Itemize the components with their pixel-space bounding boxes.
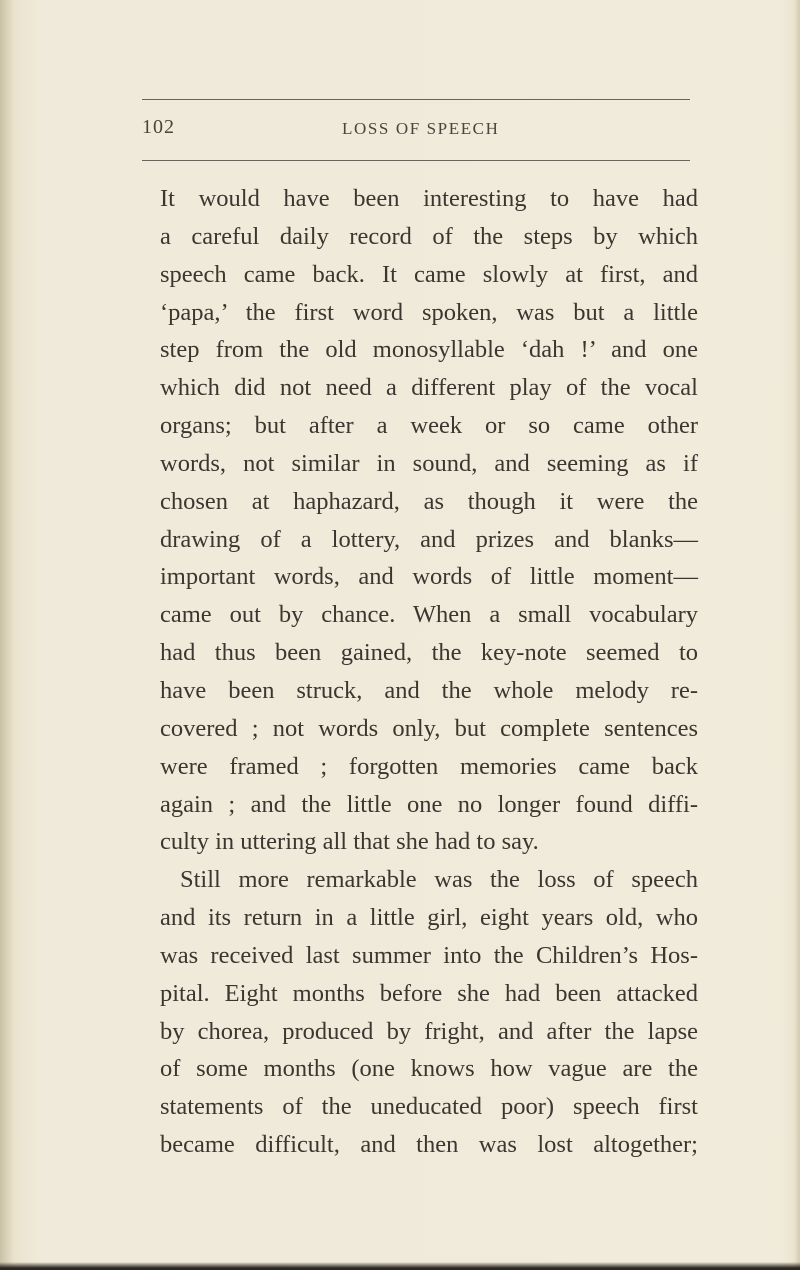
text-line: speech came back. It came slowly at first, and [160,260,698,288]
text-line: had thus been gained, the key-note seemed to [160,639,698,667]
text-line: came out by chance. When a small vocabulary [160,601,698,629]
text-line: became difficult, and then was lost altogether; [160,1131,698,1159]
text-line: drawing of a lottery, and prizes and blanks— [160,525,698,553]
page-edge-shadow [794,0,800,1270]
text-line: covered ; not words only, but complete sentences [160,714,698,742]
text-line: of some months (one knows how vague are the [160,1055,698,1083]
text-line: which did not need a different play of the vocal [160,374,698,402]
text-line: statements of the uneducated poor) speech first [160,1093,698,1121]
text-line: and its return in a little girl, eight years old, who [160,904,698,932]
top-rule [142,99,690,100]
running-head [142,116,690,146]
text-line: important words, and words of little moment— [160,563,698,591]
text-line: organs; but after a week or so came other [160,412,698,440]
text-line: was received last summer into the Children’s Hos- [160,941,698,969]
running-title: LOSS OF SPEECH [342,119,500,138]
text-line: were framed ; forgotten memories came back [160,752,698,780]
text-line: chosen at haphazard, as though it were the [160,487,698,515]
text-line: again ; and the little one no longer found diffi- [160,790,698,818]
binding-edge [0,0,14,1270]
text-line: a careful daily record of the steps by which [160,222,698,250]
text-line: have been struck, and the whole melody re- [160,676,698,704]
header-rule [142,160,690,161]
text-line: pital. Eight months before she had been attacked [160,979,698,1007]
text-line: step from the old monosyllable ‘dah !’ and one [160,336,698,364]
text-line: words, not similar in sound, and seeming as if [160,449,698,477]
body-text [160,180,698,1164]
page-number: 102 [142,116,175,138]
text-line: It would have been interesting to have had [160,185,698,212]
text-line: by chorea, produced by fright, and after the lapse [160,1017,698,1045]
bottom-edge-shadow [0,1262,800,1270]
text-line: ‘papa,’ the first word spoken, was but a little [160,298,698,326]
text-line: Still more remarkable was the loss of speech [180,866,698,894]
text-line: culty in uttering all that she had to say. [160,828,539,856]
